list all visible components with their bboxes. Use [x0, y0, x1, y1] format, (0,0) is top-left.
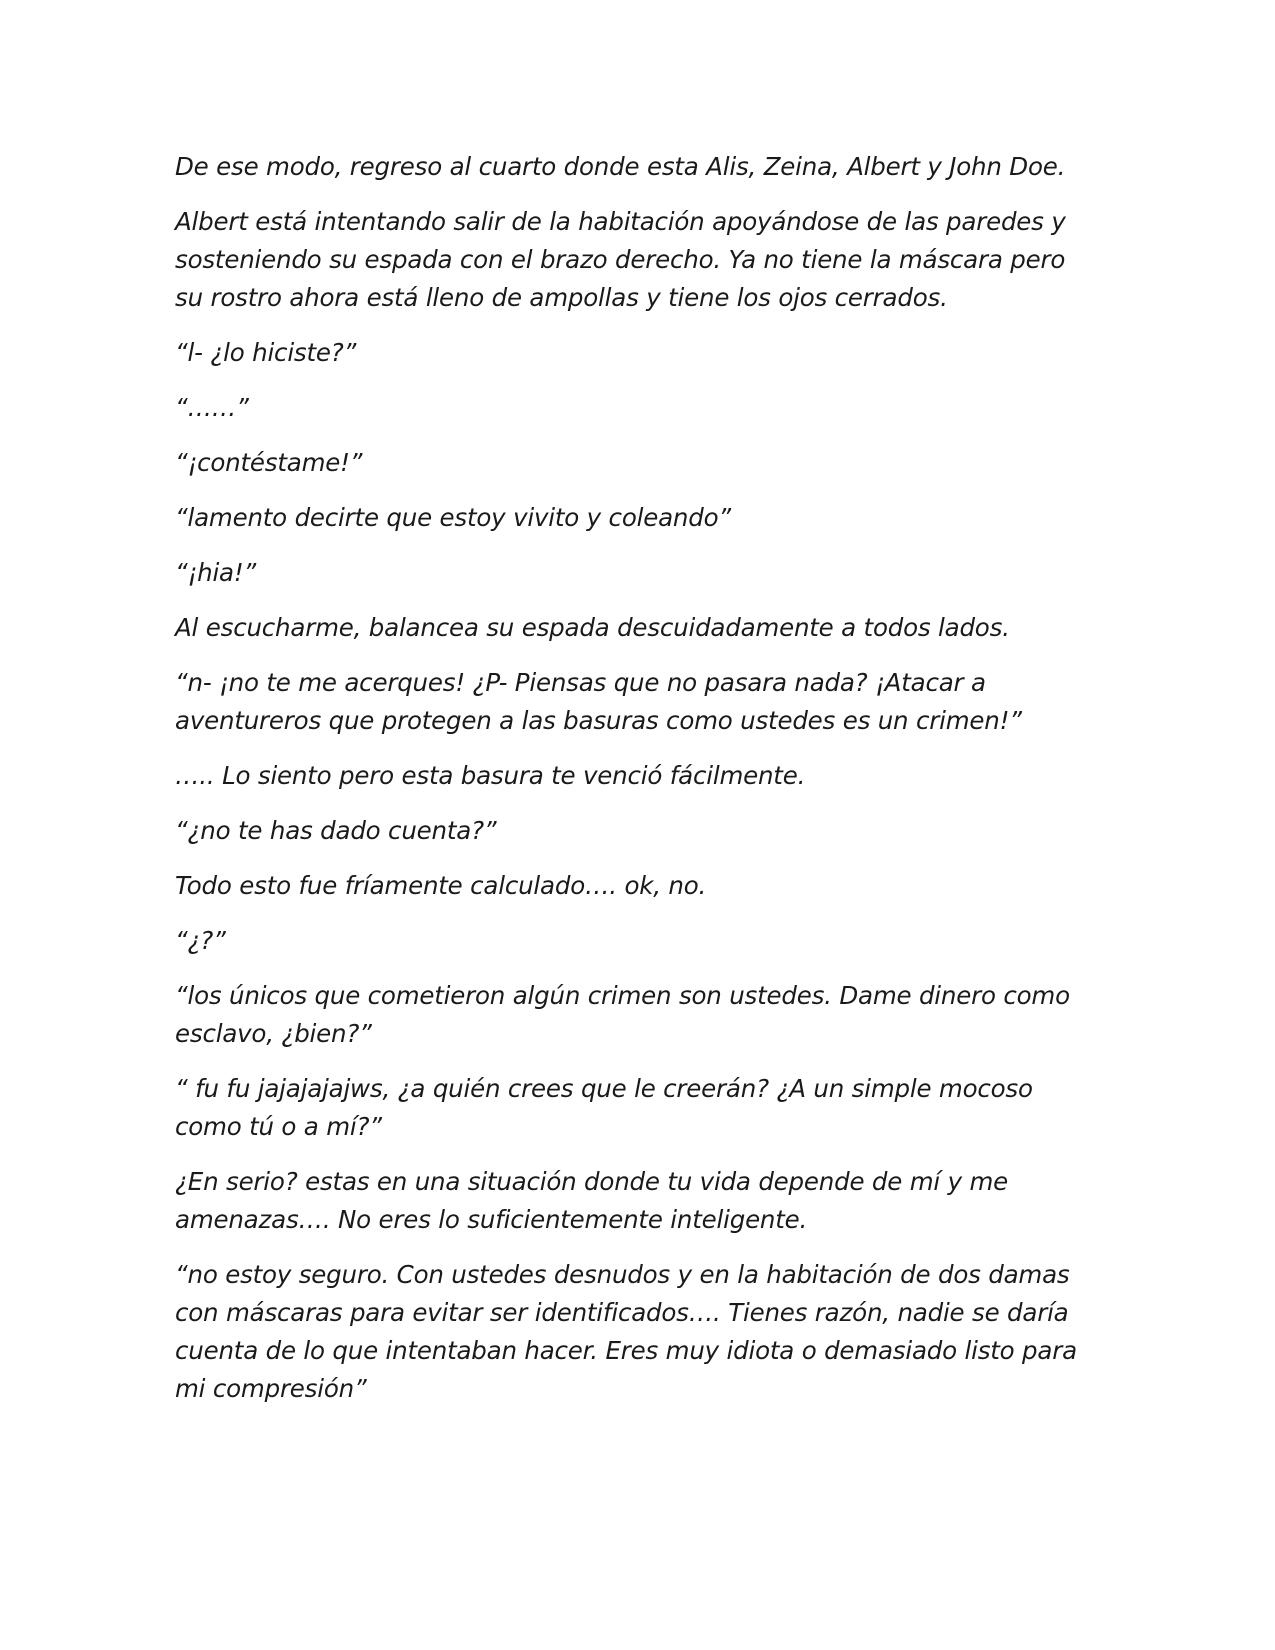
- paragraph: “¿no te has dado cuenta?”: [175, 816, 497, 845]
- paragraph: “lamento decirte que estoy vivito y coleando”: [175, 503, 731, 532]
- paragraph: “¿?”: [175, 926, 226, 955]
- paragraph: “n- ¡no te me acerques! ¿P- Piensas que no pasara nada? ¡Atacar a aventureros que protegen a las basuras como ustedes es un crimen!”: [175, 668, 1022, 735]
- paragraph: “ fu fu jajajajajws, ¿a quién crees que le creerán? ¿A un simple mocoso como tú o a mí?”: [175, 1074, 1041, 1141]
- paragraph: ¿En serio? estas en una situación donde tu vida depende de mí y me amenazas…. No eres lo suficientemente inteligente.: [175, 1167, 1016, 1234]
- paragraph: “no estoy seguro. Con ustedes desnudos y en la habitación de dos damas con máscaras para evitar ser identificados…. Tienes razón, nadie se daría cuenta de lo que intentaban hacer. Eres muy idiota o demasiado listo para mi compresión”: [175, 1260, 1085, 1403]
- paragraph: De ese modo, regreso al cuarto donde esta Alis, Zeina, Albert y John Doe.: [175, 152, 1066, 181]
- document-body: [175, 148, 1095, 1425]
- paragraph: “l- ¿lo hiciste?”: [175, 338, 357, 367]
- paragraph: “los únicos que cometieron algún crimen son ustedes. Dame dinero como esclavo, ¿bien?”: [175, 981, 1078, 1048]
- paragraph: Al escucharme, balancea su espada descuidadamente a todos lados.: [175, 613, 1010, 642]
- paragraph: Todo esto fue fríamente calculado…. ok, no.: [175, 871, 707, 900]
- paragraph: “¡hia!”: [175, 558, 256, 587]
- paragraph: Albert está intentando salir de la habitación apoyándose de las paredes y sosteniendo su espada con el brazo derecho. Ya no tiene la máscara pero su rostro ahora está lleno de ampollas y tiene los ojos cerrados.: [175, 207, 1074, 312]
- paragraph: “……”: [175, 393, 249, 422]
- paragraph: ….. Lo siento pero esta basura te venció fácilmente.: [175, 761, 806, 790]
- paragraph: “¡contéstame!”: [175, 448, 363, 477]
